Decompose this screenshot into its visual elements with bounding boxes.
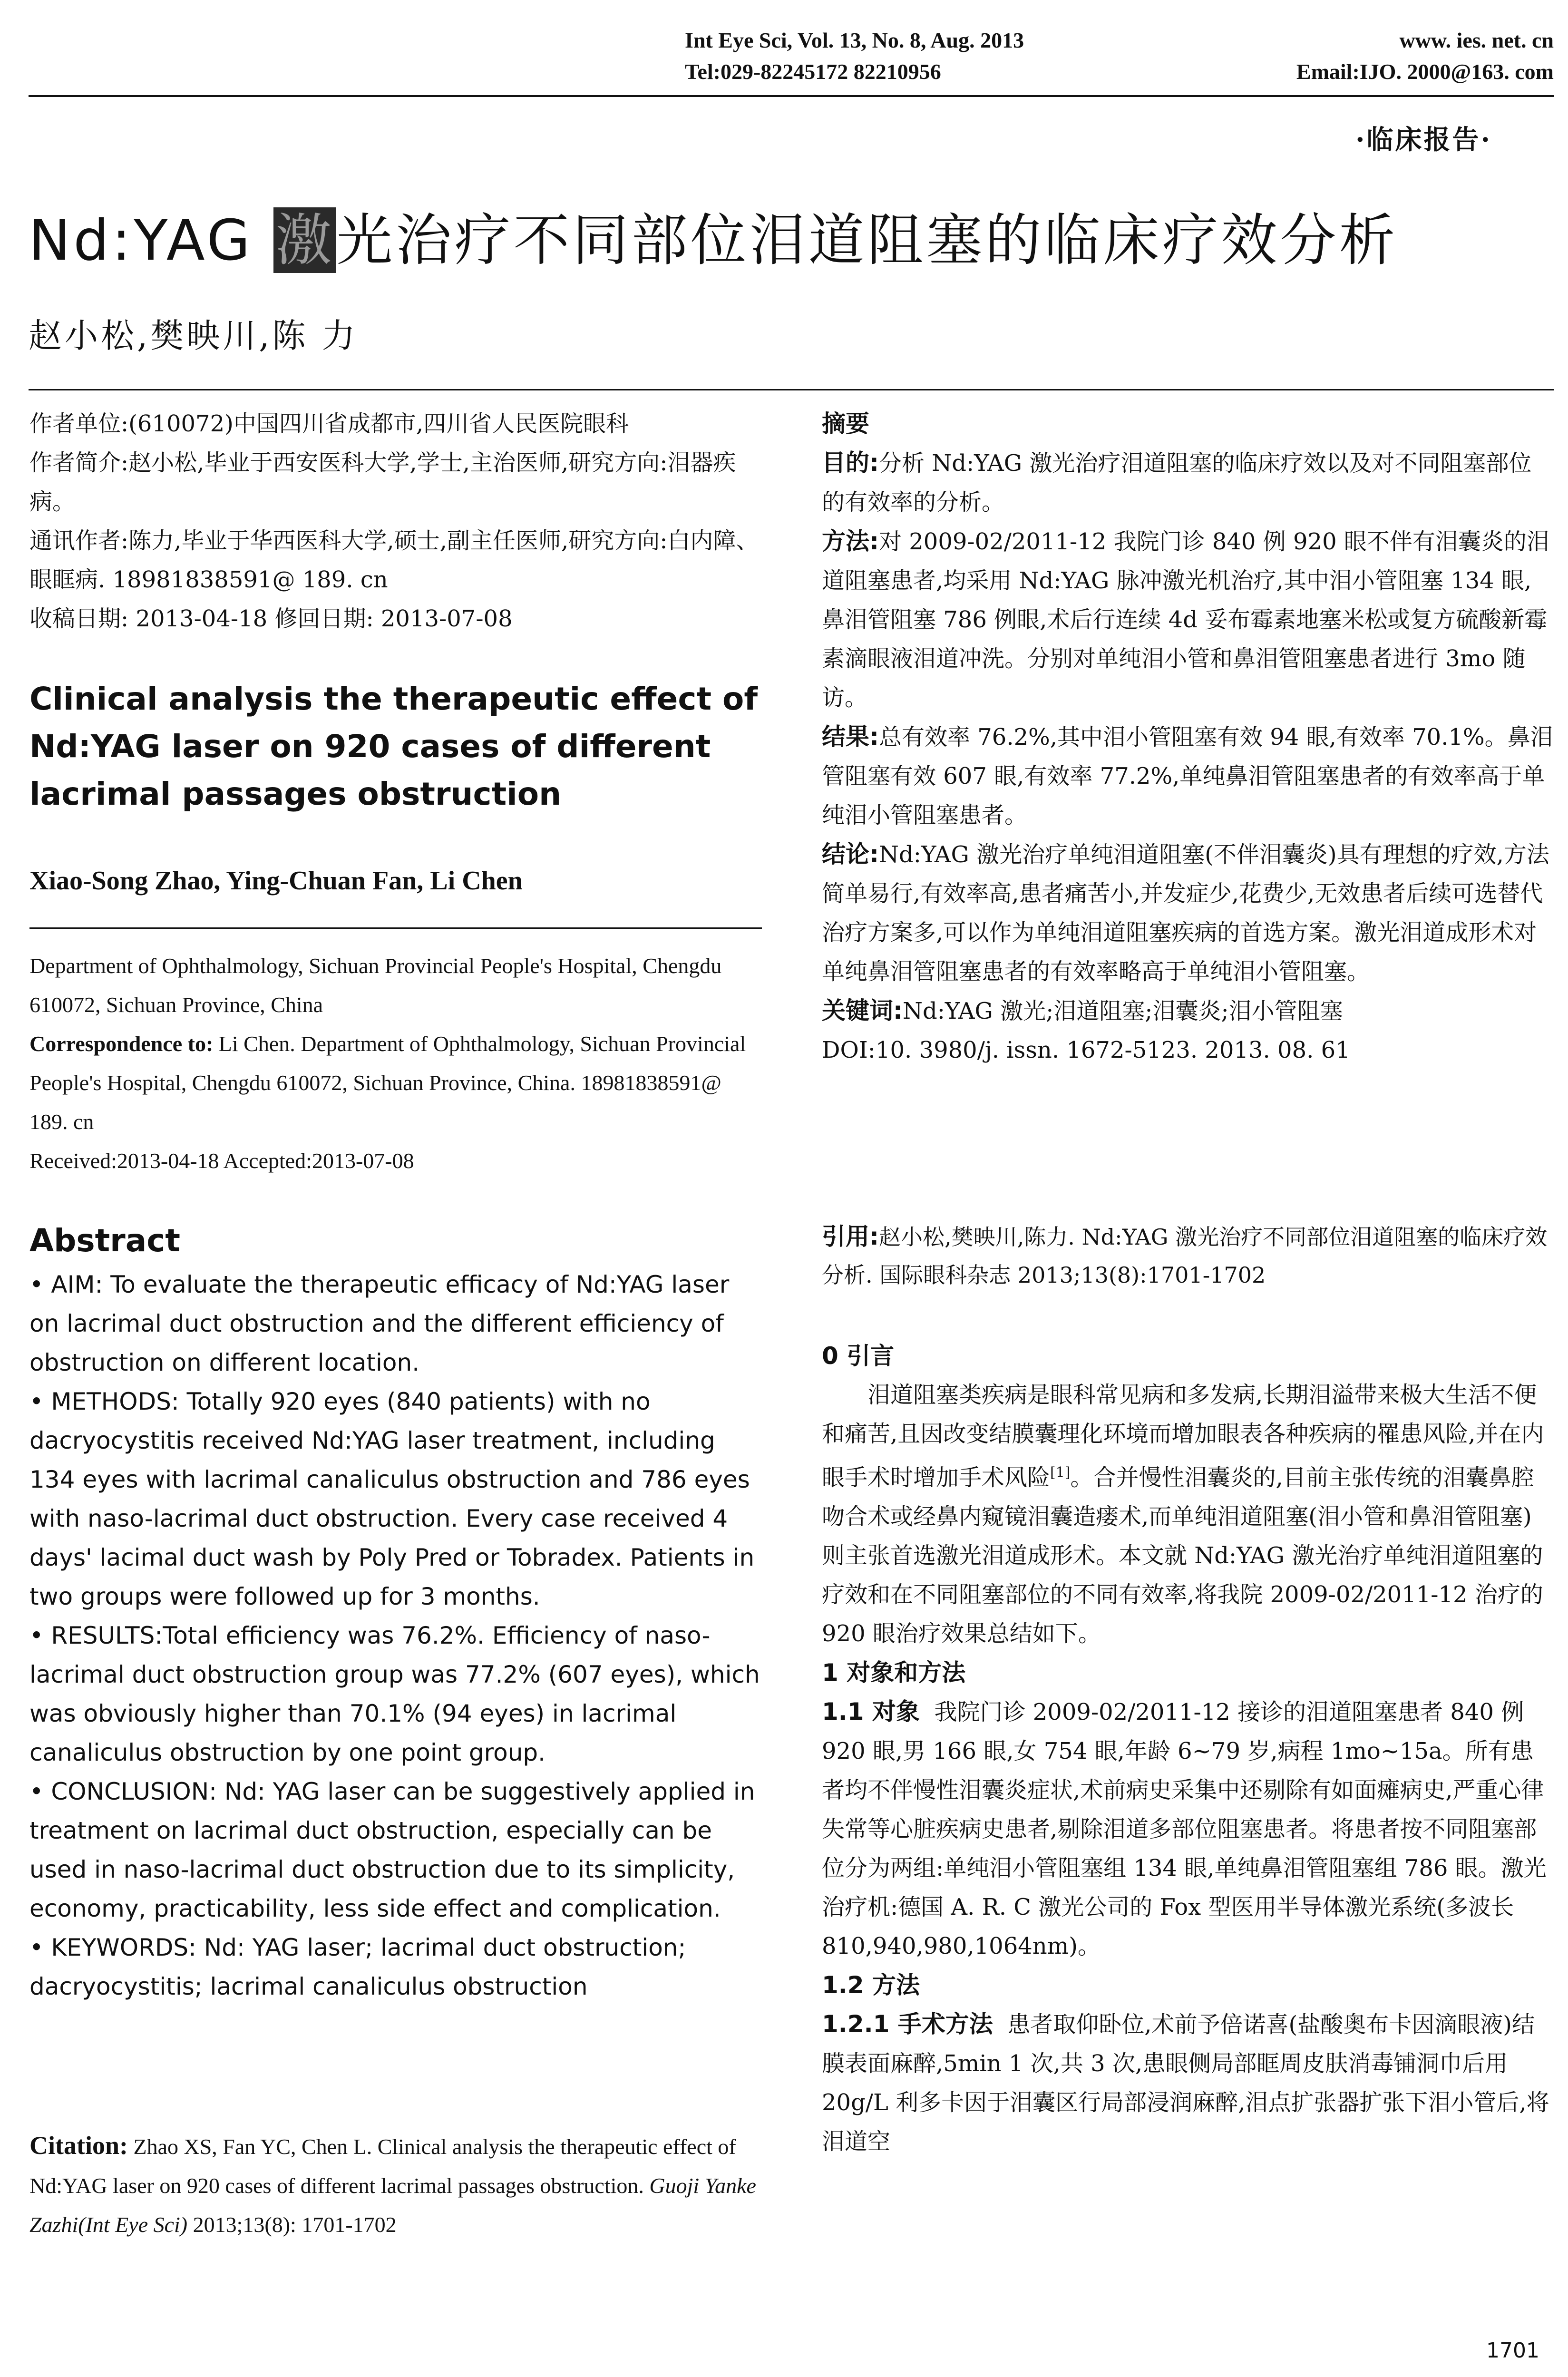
journal-phone: Tel:029-82245172 82210956 (685, 59, 941, 84)
correspondence (29, 1024, 762, 1141)
author-affiliation: 作者单位:(610072)中国四川省成都市,四川省人民医院眼科 (29, 410, 629, 437)
section-tag: ·临床报告· (1355, 124, 1492, 156)
keywords-text: Nd:YAG 激光;泪道阻塞;泪囊炎;泪小管阻塞 (903, 998, 1343, 1024)
abstract-english (29, 1265, 762, 2006)
section121-heading: 1.2.1 手术方法 (822, 2010, 993, 2038)
english-authors: Xiao-Song Zhao, Ying-Chuan Fan, Li Chen (29, 866, 523, 896)
keywords-label: 关键词: (822, 997, 903, 1024)
aim-text: 分析 Nd:YAG 激光治疗泪道阻塞的临床疗效以及对不同阻塞部位的有效率的分析。 (822, 450, 1532, 516)
abstract-heading: Abstract (29, 1222, 180, 1259)
author-info (29, 404, 762, 638)
journal-website: www. ies. net. cn (1399, 28, 1554, 52)
authors-cn: 赵小松,樊映川,陈 力 (29, 316, 358, 355)
methods-text: 对 2009-02/2011-12 我院门诊 840 例 920 眼不伴有泪囊炎的泪道阻塞患者,均采用 Nd:YAG 脉冲激光机治疗,其中泪小管阻塞 134 眼,鼻泪管阻塞 786 例眼,术后行连续 4d 妥布霉素地塞米松或复方硫酸新霉素滴眼液泪道冲洗。分别对单纯泪小管和鼻泪管阻塞患者进行 3mo 随访。 (822, 528, 1549, 711)
citation-cn-text: 赵小松,樊映川,陈力. Nd:YAG 激光治疗不同部位泪道阻塞的临床疗效分析. 国际眼科杂志 2013;13(8):1701-1702 (822, 1224, 1548, 1288)
abstract-cn-methods (822, 522, 1554, 717)
body-text (822, 1336, 1554, 2161)
intro-paragraph (822, 1375, 1554, 1653)
journal-volume: Int Eye Sci, Vol. 13, No. 8, Aug. 2013 (685, 28, 1024, 52)
received-dates: 收稿日期: 2013-04-18 修回日期: 2013-07-08 (29, 605, 513, 632)
results-label: 结果: (822, 723, 879, 750)
doi: DOI:10. 3980/j. issn. 1672-5123. 2013. 08. 61 (822, 1037, 1350, 1063)
english-dates: Received:2013-04-18 Accepted:2013-07-08 (29, 1149, 414, 1173)
header-rule (29, 95, 1554, 97)
journal-header (685, 25, 1554, 88)
citation-label: Citation: (29, 2131, 128, 2160)
abstract-cn-results (822, 717, 1554, 835)
conclusion-text: Nd:YAG 激光治疗单纯泪道阻塞(不伴泪囊炎)具有理想的疗效,方法简单易行,有效率高,患者痛苦小,并发症少,花费少,无效患者后续可选替代治疗方案多,可以作为单纯泪道阻塞疾病的首选方案。激光泪道成形术对单纯鼻泪管阻塞患者的有效率略高于单纯泪小管阻塞。 (822, 841, 1549, 985)
aim-label: 目的: (822, 449, 879, 477)
abstract-cn-aim (822, 443, 1554, 522)
intro-reference: [1] (1050, 1464, 1071, 1481)
page-number: 1701 (1486, 2338, 1539, 2363)
citation-journal: Guoji Yanke Zazhi(Int Eye Sci) (29, 2173, 756, 2237)
section121-text: 患者取仰卧位,术前予倍诺喜(盐酸奥布卡因滴眼液)结膜表面麻醉,5min 1 次,共 3 次,患眼侧局部眶周皮肤消毒铺洞巾后用 20g/L 利多卡因于泪囊区行局部浸润麻醉,泪点扩张器扩张下泪小管后,将泪道空 (822, 2011, 1549, 2155)
abstract-results: • RESULTS:Total efficiency was 76.2%. Efficiency of naso-lacrimal duct obstruction group was 77.2% (607 eyes), which was obviously higher than 70.1% (94 eyes) in lacrimal canaliculus obstruction by one point group. (29, 1622, 760, 1766)
intro-text-a: 泪道阻塞类疾病是眼科常见病和多发病,长期泪溢带来极大生活不便和痛苦,且因改变结膜囊理化环境而增加眼表各种疾病的罹患风险,并在内眼手术时增加手术风险 (822, 1382, 1544, 1491)
correspondence-label: Correspondence to: (29, 1032, 214, 1056)
abstract-chinese (822, 404, 1554, 1070)
methods-label: 方法: (822, 527, 879, 555)
journal-email: Email:IJO. 2000@163. com (1296, 59, 1554, 84)
conclusion-label: 结论: (822, 840, 879, 868)
intro-heading: 0 引言 (822, 1342, 895, 1370)
article-title (29, 195, 1398, 276)
english-title: Clinical analysis the therapeutic effect of Nd:YAG laser on 920 cases of different lacrimal passages obstruction (29, 681, 758, 812)
correspondence-text: Li Chen. Department of Ophthalmology, Sichuan Provincial People's Hospital, Chengdu 610072, Sichuan Province, China. 18981838591@ 189. cn (29, 1032, 746, 1134)
results-text: 总有效率 76.2%,其中泪小管阻塞有效 94 眼,有效率 70.1%。鼻泪管阻塞有效 607 眼,有效率 77.2%,单纯鼻泪管阻塞患者的有效率高于单纯泪小管阻塞患者。 (822, 724, 1553, 828)
section121-paragraph (822, 2005, 1554, 2161)
section11-heading: 1.1 对象 (822, 1698, 920, 1725)
section1-heading: 1 对象和方法 (822, 1659, 966, 1686)
abstract-cn-conclusion (822, 835, 1554, 991)
intro-text-b: 。合并慢性泪囊炎的,目前主张传统的泪囊鼻腔吻合术或经鼻内窥镜泪囊造瘘术,而单纯泪道阻塞(泪小管和鼻泪管阻塞)则主张首选激光泪道成形术。本文就 Nd:YAG 激光治疗单纯泪道阻塞的疗效和在不同阻塞部位的不同有效率,将我院 2009-02/2011-12 治疗的 920 眼治疗效果总结如下。 (822, 1464, 1543, 1647)
title-prefix: Nd:YAG (29, 207, 274, 273)
corresponding-author: 通讯作者:陈力,毕业于华西医科大学,硕士,副主任医师,研究方向:白内障、眼眶病. 18981838591@ 189. cn (29, 527, 759, 593)
english-affiliation (29, 946, 762, 1180)
section11-paragraph (822, 1692, 1554, 1966)
abstract-aim: • AIM: To evaluate the therapeutic efficacy of Nd:YAG laser on lacrimal duct obstruction and the different efficiency of obstruction on different location. (29, 1271, 730, 1376)
english-authors-rule (29, 927, 762, 929)
abstract-conclusion: • CONCLUSION: Nd: YAG laser can be suggestively applied in treatment on lacrimal duct obstruction, especially can be used in naso-lacrimal duct obstruction due to its simplicity, economy, practicability, less side effect and complication. (29, 1778, 755, 1922)
citation-english (29, 2126, 762, 2244)
abstract-methods: • METHODS: Totally 920 eyes (840 patients) with no dacryocystitis received Nd:YAG laser treatment, including 134 eyes with lacrimal canaliculus obstruction and 786 eyes with naso-lacrimal duct obstruction. Every case received 4 days' lacimal duct wash by Poly Pred or Tobradex. Patients in two groups were followed up for 3 months. (29, 1388, 755, 1610)
title-rest: 光治疗不同部位泪道阻塞的临床疗效分析 (336, 207, 1398, 273)
citation-text-a: Zhao XS, Fan YC, Chen L. Clinical analysis the therapeutic effect of Nd:YAG laser on 920 cases of different lacrimal passages obstruction. (29, 2134, 736, 2198)
abstract-cn-heading: 摘要 (822, 410, 869, 438)
citation-cn-label: 引用: (822, 1223, 879, 1250)
title-rule (29, 389, 1554, 390)
section12-heading: 1.2 方法 (822, 1971, 920, 1999)
author-bio: 作者简介:赵小松,毕业于西安医科大学,学士,主治医师,研究方向:泪器疾病。 (29, 449, 736, 515)
citation-text-b: 2013;13(8): 1701-1702 (187, 2212, 397, 2237)
abstract-keywords: • KEYWORDS: Nd: YAG laser; lacrimal duct obstruction; dacryocystitis; lacrimal canaliculus obstruction (29, 1934, 686, 2000)
department: Department of Ophthalmology, Sichuan Provincial People's Hospital, Chengdu 610072, Sichuan Province, China (29, 954, 722, 1017)
section11-text: 我院门诊 2009-02/2011-12 接诊的泪道阻塞患者 840 例 920 眼,男 166 眼,女 754 眼,年龄 6~79 岁,病程 1mo~15a。所有患者均不伴慢性泪囊炎症状,术前病史采集中还剔除有如面瘫病史,严重心律失常等心脏疾病史患者,剔除泪道多部位阻塞患者。将患者按不同阻塞部位分为两组:单纯泪小管阻塞组 134 眼,单纯鼻泪管阻塞组 786 眼。激光治疗机:德国 A. R. C 激光公司的 Fox 型医用半导体激光系统(多波长 810,940,980,1064nm)。 (822, 1699, 1547, 1959)
title-highlight: 激 (273, 207, 336, 273)
abstract-cn-keywords (822, 991, 1554, 1031)
citation-chinese (822, 1218, 1554, 1294)
